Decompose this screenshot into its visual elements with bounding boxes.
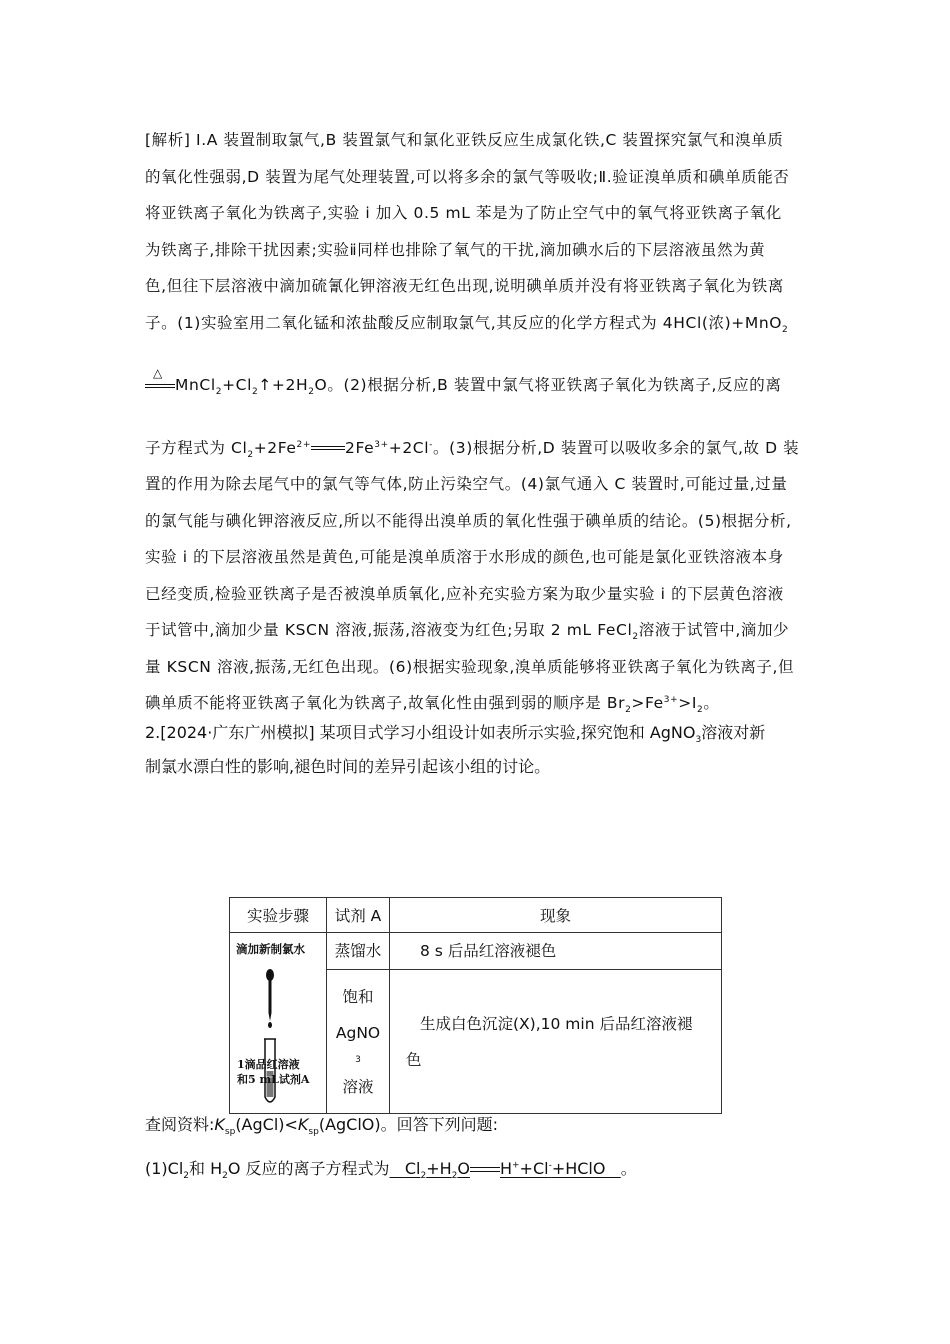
header-reagent: 试剂 A: [327, 898, 390, 933]
analysis-line: [解析] Ⅰ.A 装置制取氯气,B 装置氯气和氯化亚铁反应生成氯化铁,C 装置探究氯气和溴单质: [145, 131, 784, 149]
reagent-distilled-water: 蒸馏水: [327, 933, 390, 970]
reversible-arrow: [470, 1165, 500, 1175]
equals-sign: [311, 443, 345, 453]
reference-line: 查阅资料$:K_{sp}(AgCl)<K_{sp}(AgClO)$。回答下列问题:: [145, 1115, 499, 1138]
analysis-line: 已经变质,检验亚铁离子是否被溴单质氧化,应补充实验方案为取少量实验 ⅰ 的下层黄色溶液: [145, 584, 784, 603]
apparatus-figure: [234, 939, 324, 1109]
phenomenon-row2: 生成白色沉淀(X),10 min 后品红溶液褪色: [390, 970, 722, 1114]
figure-caption-top: 滴加新制氯水: [236, 942, 305, 956]
analysis-line: 碘单质不能将亚铁离子氧化为铁离子,故氧化性由强到弱的顺序是 $Br_2>Fe^{3+}>I_2$。: [145, 694, 720, 716]
spacer: [145, 404, 810, 430]
reagent-agno3: 饱和 AgNO 3 溶液: [327, 970, 390, 1114]
analysis-line: 子。(1)实验室用二氧化锰和浓盐酸反应制取氯气,其反应的化学方程式为 4HCl(浓)+MnO$_2$: [145, 313, 789, 335]
analysis-block: [145, 122, 810, 722]
question-line: 2.[2024·广东广州模拟] 某项目式学习小组设计如表所示实验,探究饱和 AgNO$_3$溶液对新: [145, 723, 766, 746]
subquestion-1: $(1)Cl_2$和 $H_2O$ 反应的离子方程式为 $Cl_2+H_2O$ H++Cl-+HClO 。: [145, 1159, 637, 1182]
analysis-line: 实验 ⅰ 的下层溶液虽然是黄色,可能是溴单质溶于水形成的颜色,也可能是氯化亚铁溶液本身: [145, 548, 784, 566]
header-steps: 实验步骤: [230, 898, 327, 933]
phenomenon-row1: 8 s 后品红溶液褪色: [390, 933, 722, 970]
analysis-line: 的氯气能与碘化钾溶液反应,所以不能得出溴单质的氧化性强于碘单质的结论。(5)根据分析,: [145, 511, 792, 530]
experiment-table: [229, 897, 722, 1114]
table-header-row: [230, 898, 722, 933]
analysis-line: 色,但往下层溶液中滴加硫氰化钾溶液无红色出现,说明碘单质并没有将亚铁离子氧化为铁离: [145, 277, 784, 295]
analysis-line: 量 KSCN 溶液,振荡,无红色出现。(6)根据实验现象,溴单质能够将亚铁离子氧化为铁离子,但: [145, 657, 795, 676]
spacer: [145, 341, 810, 367]
question-2-body: [145, 1110, 815, 1184]
analysis-line: 子方程式为 $Cl_2+2Fe^{2+}$ $2Fe^{3+}+2Cl^-$。(3)根据分析,D 装置可以吸收多余的氯气,故 D 装: [145, 438, 800, 460]
analysis-line: 将亚铁离子氧化为铁离子,实验 ⅰ 加入 0.5 mL 苯是为了防止空气中的氧气将亚铁离子氧化: [145, 204, 782, 222]
table-row: [230, 933, 722, 970]
figure-caption-bottom: 1滴品红溶液 和5 mL试剂A: [237, 1058, 310, 1086]
question-2: [145, 716, 805, 784]
analysis-line: 为铁离子,排除干扰因素;实验ⅱ同样也排除了氧气的干扰,滴加碘水后的下层溶液虽然为黄: [145, 240, 766, 259]
question-line: 制氯水漂白性的影响,褪色时间的差异引起该小组的讨论。: [145, 757, 551, 776]
analysis-line: 的氧化性强弱,D 装置为尾气处理装置,可以将多余的氯气等吸收;Ⅱ.验证溴单质和碘单质能否: [145, 167, 790, 186]
header-phenomenon: 现象: [390, 898, 722, 933]
answer-blank: $Cl_2+H_2O$ H++Cl-+HClO: [404, 1159, 606, 1182]
heating-equals-sign: [145, 365, 175, 391]
analysis-line: 置的作用为除去尾气中的氯气等气体,防止污染空气。(4)氯气通入 C 装置时,可能过量,过量: [145, 475, 788, 493]
analysis-line: △ $MnCl_2+Cl_2↑+2H_2O$。(2)根据分析,B 装置中氯气将亚铁离子氧化为铁离子,反应的离: [145, 367, 810, 404]
heat-symbol: △: [153, 365, 163, 380]
apparatus-figure-cell: [230, 933, 327, 1114]
analysis-line: 于试管中,滴加少量 KSCN 溶液,振荡,溶液变为红色;另取 2 mL FeCl$_2$溶液于试管中,滴加少: [145, 621, 790, 643]
